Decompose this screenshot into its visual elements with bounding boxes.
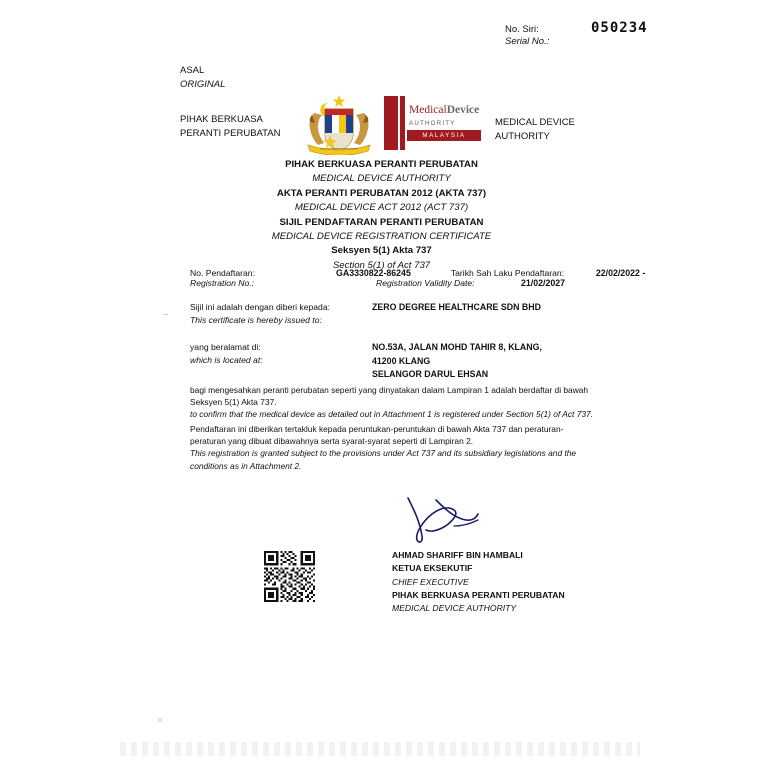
issued-to-block — [190, 301, 690, 327]
page-margin-mark-bottom — [158, 718, 162, 722]
title-line-2: MEDICAL DEVICE AUTHORITY — [312, 173, 451, 185]
located-at-labels — [190, 341, 336, 382]
signatory-org-ms: PIHAK BERKUASA PERANTI PERUBATAN — [392, 589, 565, 600]
authority-label-en-line1: MEDICAL DEVICE — [495, 117, 575, 128]
header-emblems — [300, 93, 490, 155]
copy-marking-ms: ASAL — [180, 65, 205, 76]
mda-logo — [384, 96, 484, 150]
validity-value-line2: 21/02/2027 — [521, 278, 566, 288]
address-line-3: SELANGOR DARUL EHSAN — [372, 369, 489, 380]
mda-logo-sub1: AUTHORITY — [409, 120, 456, 127]
authority-label-en-line2: AUTHORITY — [495, 130, 550, 142]
signatory-org-en: MEDICAL DEVICE AUTHORITY — [392, 603, 517, 614]
malaysia-coat-of-arms-icon — [300, 93, 378, 155]
authority-label-ms — [180, 113, 280, 141]
copy-marking-en: ORIGINAL — [180, 78, 226, 90]
serial-value: 050234 — [591, 20, 648, 36]
title-line-6: MEDICAL DEVICE REGISTRATION CERTIFICATE — [271, 230, 492, 242]
issued-to-label-en: This certificate is hereby issued to: — [190, 314, 322, 325]
authority-label-ms-line2: PERANTI PERUBATAN — [180, 127, 281, 139]
qr-code-icon — [264, 551, 315, 602]
address-line-2: 41200 KLANG — [372, 355, 431, 366]
signatory-name: AHMAD SHARIFF BIN HAMBALI — [392, 550, 523, 560]
handwritten-signature-icon — [392, 492, 512, 548]
located-at-block — [190, 341, 690, 382]
validity-value-line1: 22/02/2022 - — [595, 268, 646, 278]
validity-label-ms: Tarikh Sah Laku Pendaftaran: — [450, 268, 565, 278]
issued-to-labels — [190, 301, 336, 327]
serial-number-block — [505, 20, 735, 47]
registration-no-label-en: Registration No.: — [190, 278, 255, 288]
serial-row-ms — [505, 20, 735, 36]
validity-label-en: Registration Validity Date: — [376, 278, 475, 288]
mda-logo-word2: Device — [446, 104, 480, 116]
signatory-position-ms: KETUA EKSEKUTIF — [392, 563, 473, 574]
registration-row-secondary — [190, 278, 670, 288]
issued-to-label-ms: Sijil ini adalah dengan diberi kepada: — [190, 302, 330, 312]
signatory-block — [392, 549, 565, 616]
located-at-label-en: which is located at: — [190, 354, 263, 365]
serial-label-en: Serial No.: — [505, 36, 550, 47]
serial-label-ms: No. Siri: — [505, 24, 539, 35]
authority-label-en — [495, 116, 575, 144]
copy-marking — [180, 64, 225, 92]
title-line-7: Seksyen 5(1) Akta 737 — [331, 245, 432, 257]
issued-to-value: ZERO DEGREE HEALTHCARE SDN BHD — [372, 302, 541, 312]
title-line-3: AKTA PERANTI PERUBATAN 2012 (AKTA 737) — [276, 187, 487, 199]
mda-logo-text — [407, 96, 484, 150]
certificate-title-block — [0, 158, 763, 273]
serial-row-en — [505, 36, 735, 47]
located-at-value — [372, 341, 542, 382]
title-line-5: SIJIL PENDAFTARAN PERANTI PERUBATAN — [279, 216, 484, 228]
paragraph-1-en: to confirm that the medical device as detailed out in Attachment 1 is registered under Section 5(1) of Act 737. — [190, 409, 593, 420]
paragraph-2-ms-line1: Pendaftaran ini diberikan tertakluk kepada peruntukan-peruntukan di bawah Akta 737 dan peraturan- — [190, 424, 564, 434]
paragraph-attachment-1 — [190, 384, 610, 421]
bottom-watermark-strip — [120, 742, 640, 756]
signature-image — [392, 492, 512, 548]
paragraph-2-en-line2: conditions as in Attachment 2. — [190, 460, 302, 471]
title-line-1: PIHAK BERKUASA PERANTI PERUBATAN — [285, 159, 478, 170]
mda-logo-bar-secondary — [400, 96, 405, 150]
title-line-4: MEDICAL DEVICE ACT 2012 (ACT 737) — [294, 202, 469, 214]
registration-details — [190, 268, 670, 288]
page-margin-mark-top — [163, 314, 168, 315]
paragraph-2-en-line1: This registration is granted subject to the provisions under Act 737 and its subsidiary legislations and the — [190, 448, 577, 459]
registration-no-label-ms: No. Pendaftaran: — [190, 268, 255, 278]
registration-no-value: GA3330822-86245 — [336, 268, 411, 278]
paragraph-1-ms-line1: bagi mengesahkan peranti perubatan seperti yang dinyatakan dalam Lampiran 1 adalah berdaftar di bawah — [190, 385, 589, 395]
registration-row-primary — [190, 268, 670, 278]
title-line-8: Section 5(1) of Act 737 — [332, 259, 431, 271]
mda-logo-word1: Medical — [409, 104, 447, 116]
located-at-label-ms: yang beralamat di: — [190, 342, 261, 352]
authority-label-ms-line1: PIHAK BERKUASA — [180, 114, 263, 125]
mda-logo-bar-primary — [384, 96, 398, 150]
signatory-position-en: CHIEF EXECUTIVE — [392, 576, 469, 587]
mda-logo-wordmark — [409, 104, 479, 116]
paragraph-1-ms-line2: Seksyen 5(1) Akta 737. — [190, 397, 277, 408]
paragraph-attachment-2 — [190, 423, 610, 472]
paragraph-2-ms-line2: peraturan yang dibuat dibawahnya serta syarat-syarat seperti di Lampiran 2. — [190, 436, 474, 447]
address-line-1: NO.53A, JALAN MOHD TAHIR 8, KLANG, — [372, 342, 542, 352]
mda-logo-sub2: MALAYSIA — [407, 130, 481, 141]
